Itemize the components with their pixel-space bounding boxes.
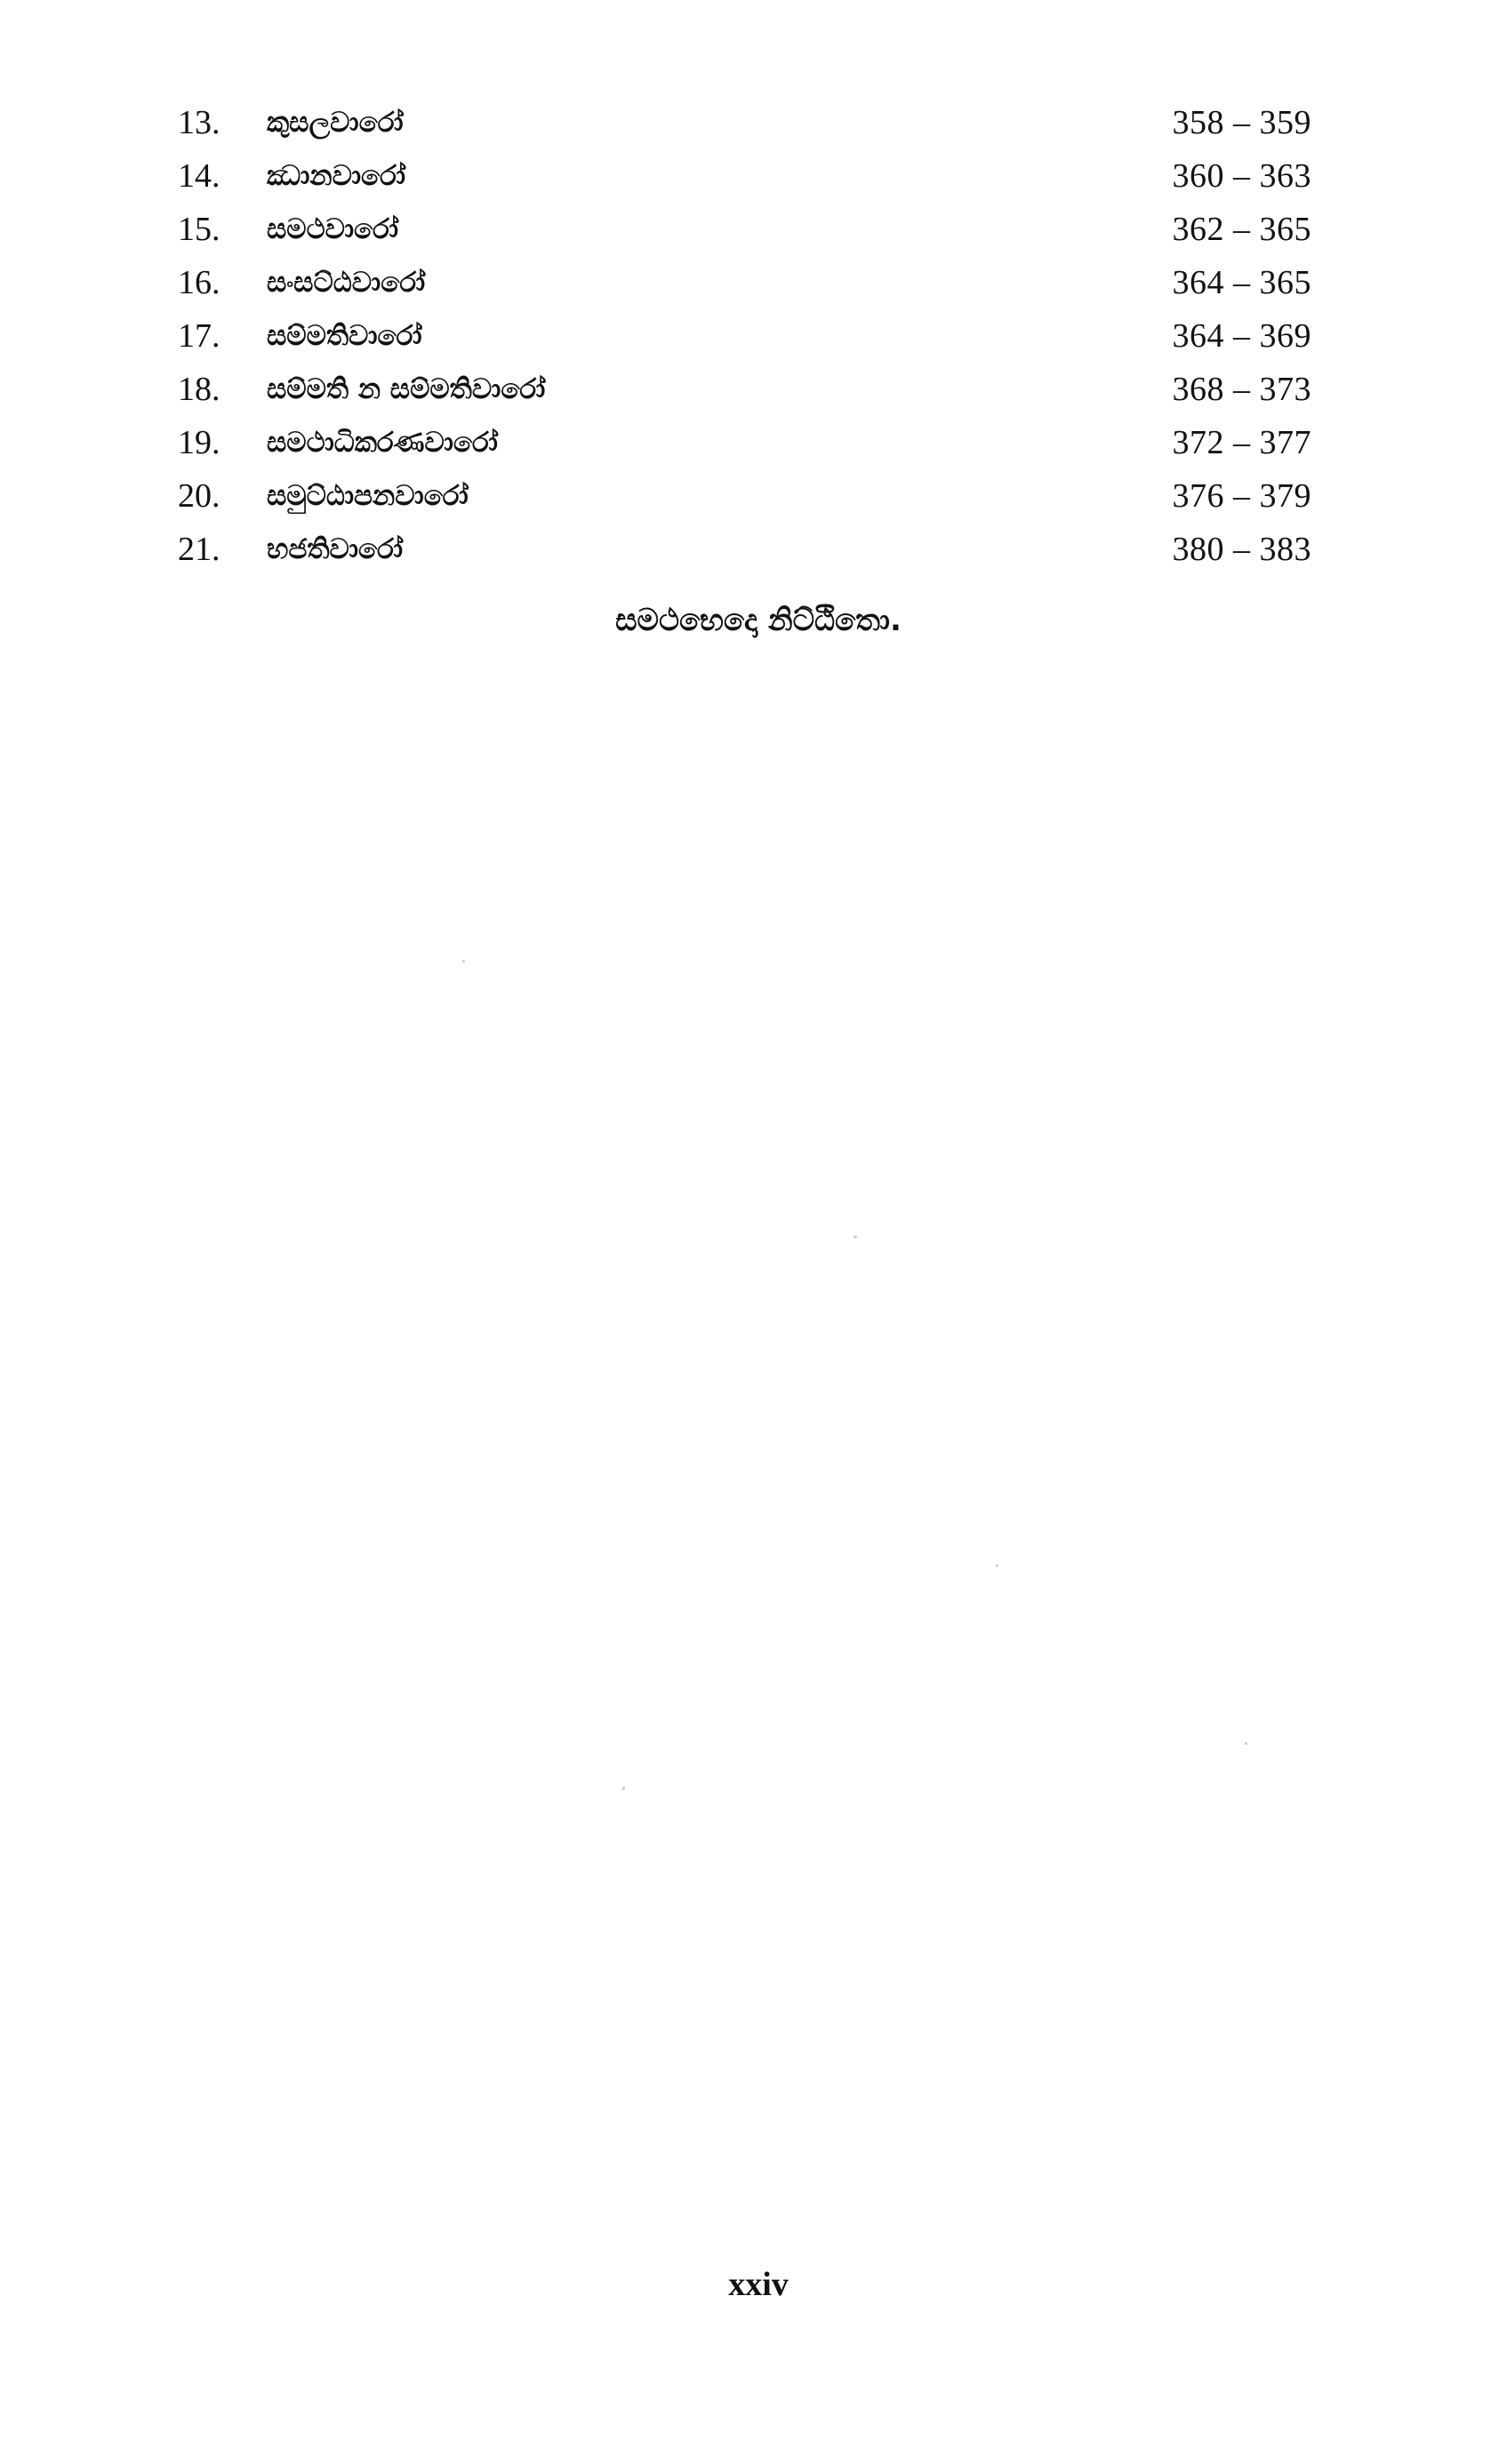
- toc-row-pages: 364 – 369: [1172, 317, 1311, 355]
- toc-row: [178, 416, 1325, 469]
- scan-speck: [996, 1564, 998, 1567]
- toc-row-number: 21.: [178, 531, 220, 568]
- section-closing-line: සමථභෙදො නිට්ඨිතො.: [615, 603, 902, 638]
- toc-row: [178, 363, 1325, 416]
- toc-row-title: සමථාධිකරණවාරෝ: [267, 427, 498, 459]
- scan-speck: [1245, 1742, 1247, 1745]
- toc-row-pages: 358 – 359: [1172, 104, 1311, 141]
- toc-row-number: 13.: [178, 104, 220, 141]
- toc-row-title: සමථවාරෝ: [267, 213, 399, 245]
- toc-row-pages: 360 – 363: [1172, 157, 1311, 195]
- toc-row-pages: 368 – 373: [1172, 371, 1311, 408]
- scan-speck: [622, 1787, 625, 1790]
- toc-row-number: 17.: [178, 317, 220, 355]
- toc-row-title: ඣානවාරෝ: [267, 160, 406, 192]
- page-number: xxiv: [728, 2266, 789, 2303]
- toc-row-pages: 362 – 365: [1172, 211, 1311, 248]
- toc-row: [178, 203, 1325, 256]
- toc-row-title: භජතිවාරෝ: [267, 533, 404, 565]
- toc-row-number: 15.: [178, 211, 220, 248]
- toc-row-number: 18.: [178, 371, 220, 408]
- toc-row-title: සම්මති න සම්මතිවාරෝ: [267, 373, 546, 405]
- table-of-contents: [178, 96, 1325, 576]
- toc-row-title: සම්මතිවාරෝ: [267, 320, 422, 352]
- toc-row: [178, 96, 1325, 149]
- toc-row-pages: 376 – 379: [1172, 477, 1311, 515]
- toc-row-number: 14.: [178, 157, 220, 195]
- toc-row-title: සංසට්ඨවාරෝ: [267, 267, 426, 299]
- toc-row-pages: 380 – 383: [1172, 531, 1311, 568]
- toc-row: [178, 523, 1325, 576]
- toc-row-title: සමුට්ඨාපනවාරෝ: [267, 480, 469, 512]
- toc-row-title: කුසලවාරෝ: [267, 107, 404, 139]
- toc-row-pages: 372 – 377: [1172, 424, 1311, 461]
- toc-row-number: 20.: [178, 477, 220, 515]
- toc-row: [178, 256, 1325, 309]
- toc-row-number: 19.: [178, 424, 220, 461]
- toc-row: [178, 149, 1325, 203]
- toc-row: [178, 309, 1325, 363]
- scan-speck: [854, 1236, 857, 1238]
- toc-row: [178, 469, 1325, 523]
- toc-row-pages: 364 – 365: [1172, 264, 1311, 301]
- toc-row-number: 16.: [178, 264, 220, 301]
- scan-speck: [462, 960, 465, 963]
